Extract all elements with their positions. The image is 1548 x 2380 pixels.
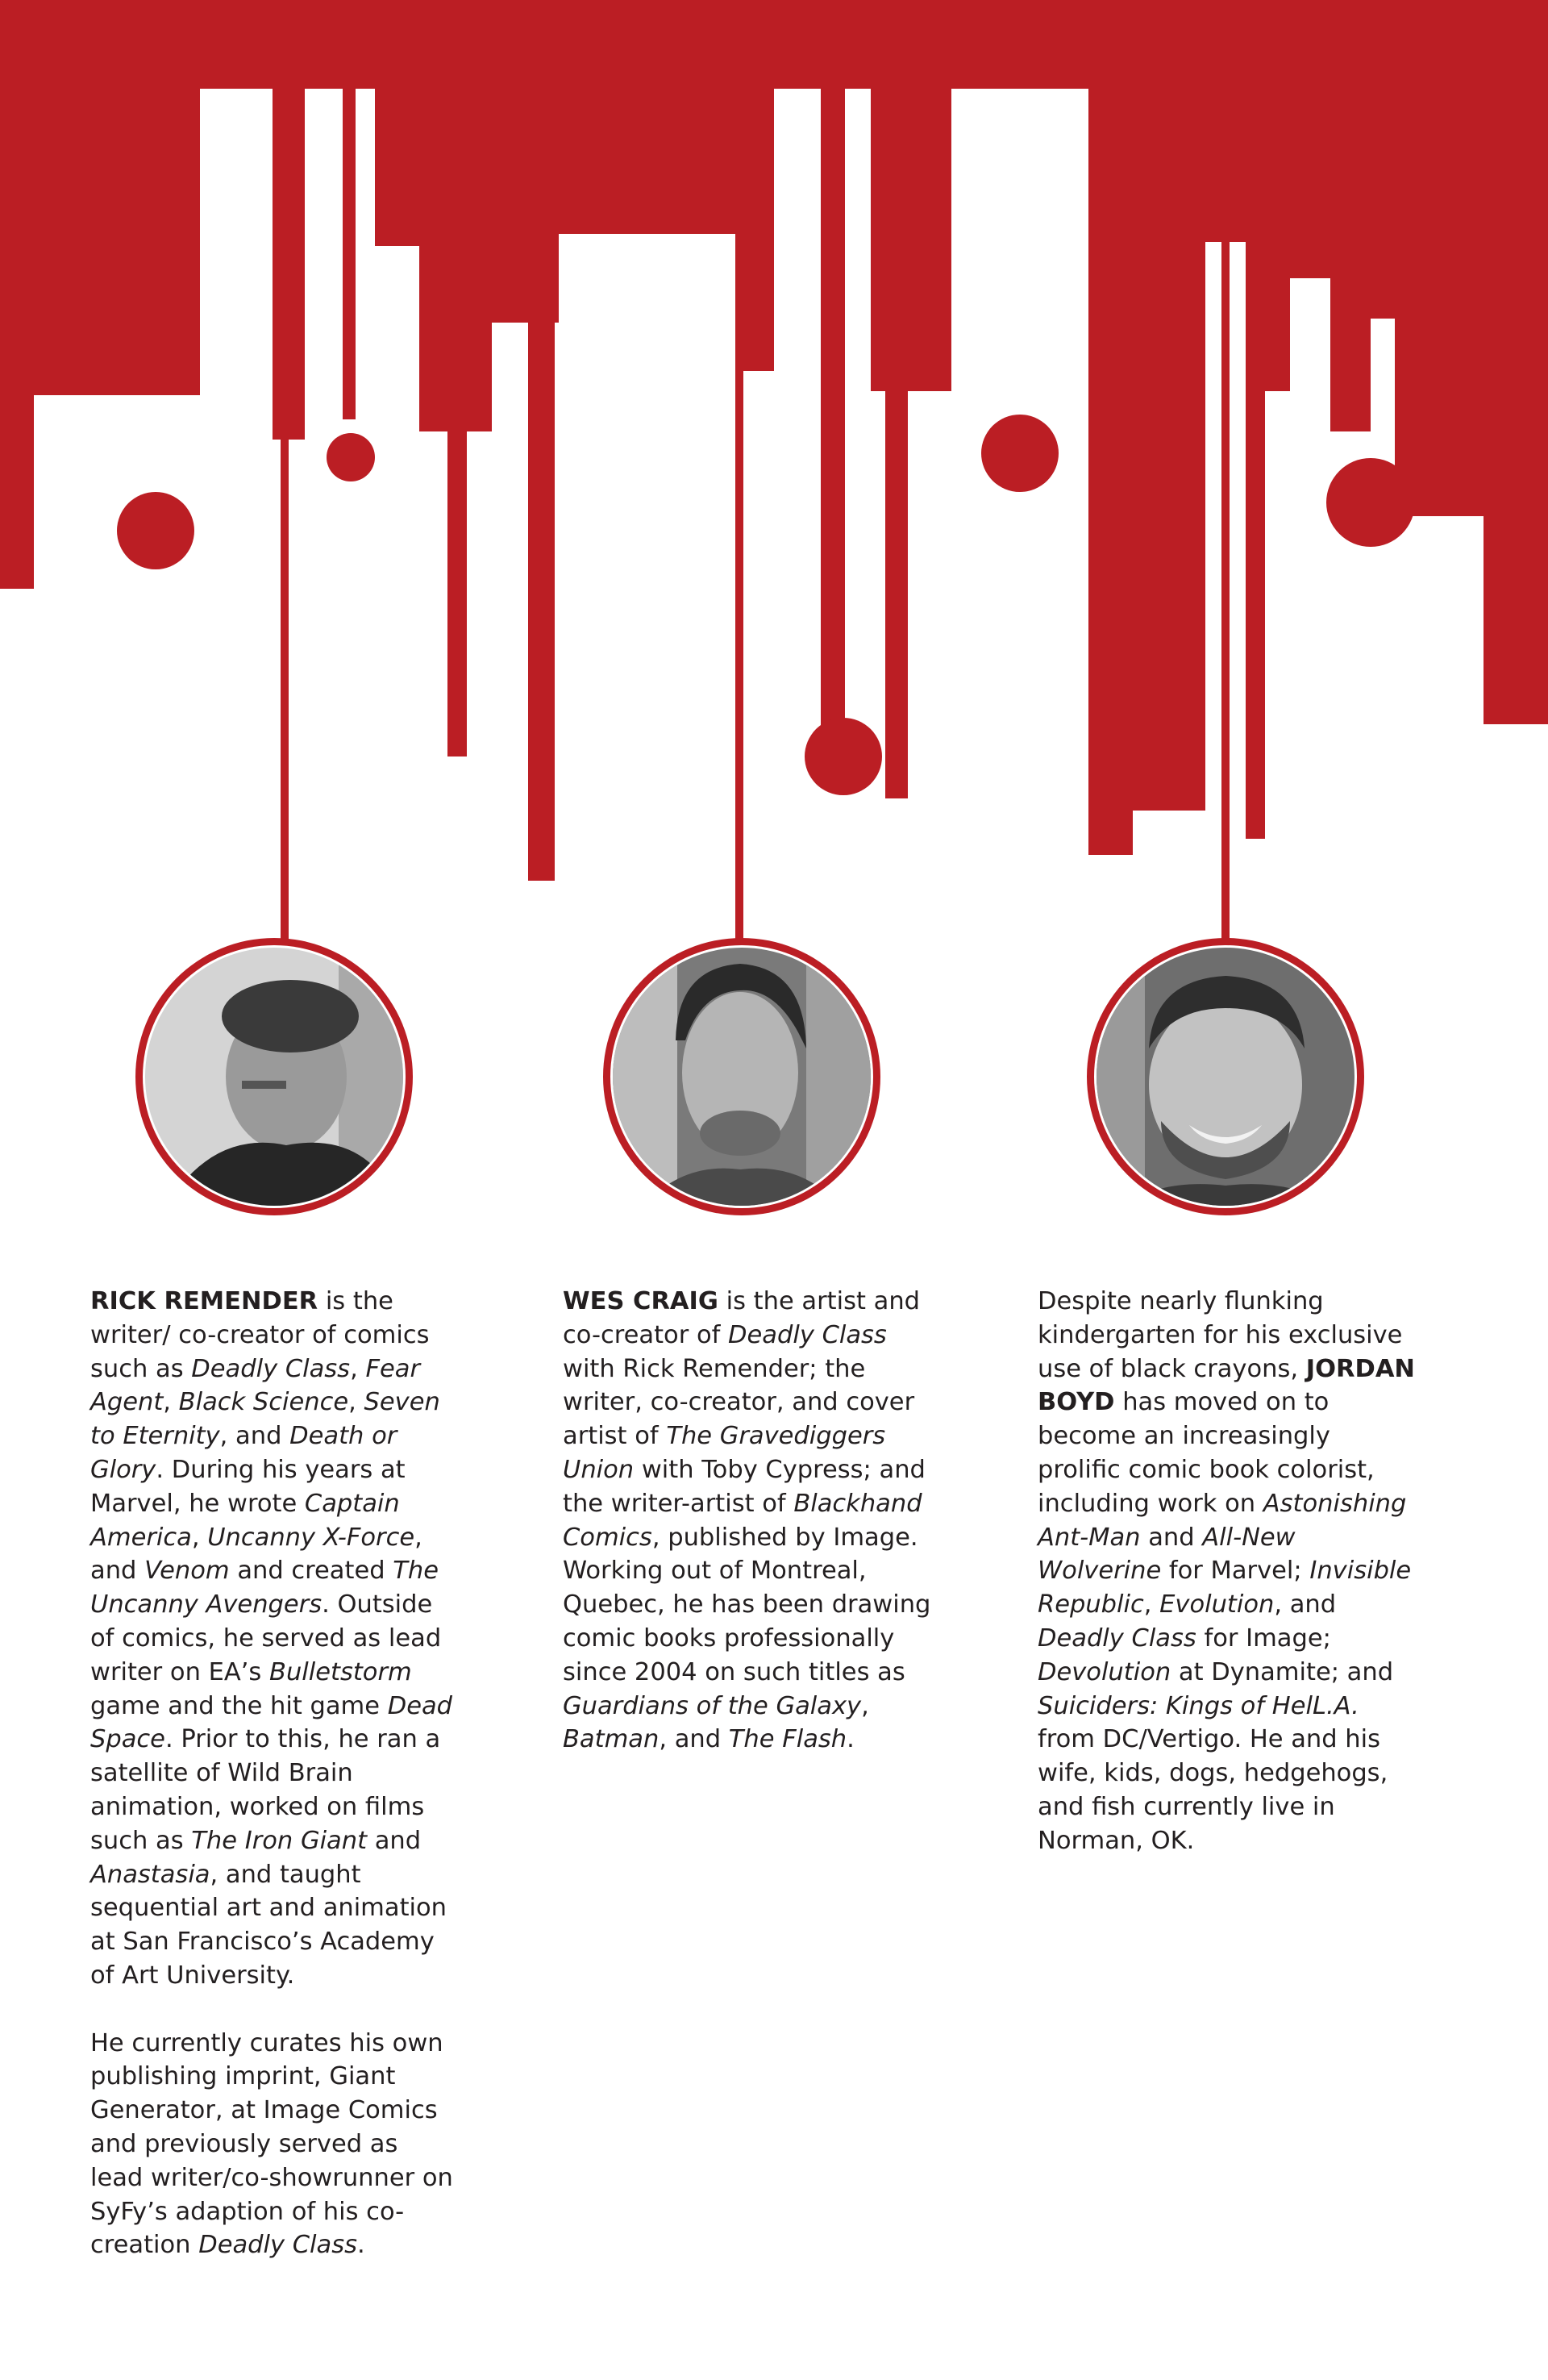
title-italic: Fear Agent: [90, 1354, 420, 1417]
bio-text: with Toby Cypress; and the writer-artist of: [563, 1455, 926, 1518]
bio-text: and: [367, 1826, 422, 1855]
title-italic: Deadly Class: [191, 1354, 351, 1383]
bio-text: .: [847, 1725, 855, 1754]
creator-name: RICK REMENDER: [90, 1287, 318, 1315]
bio-text: ,: [1143, 1590, 1160, 1619]
creator-name: WES CRAIG: [563, 1287, 718, 1315]
title-italic: Batman: [563, 1725, 660, 1754]
bio-text: has moved on to become an increasingly prolific comic book colorist, including work on: [1038, 1388, 1375, 1518]
title-italic: All-New Wolverine: [1038, 1523, 1296, 1586]
bio-text: He currently curates his own publishing imprint, Giant Generator, at Image Comics and previously served as lead writer/co-showrunner on SyFy’s adaption of his co-creation: [90, 2028, 453, 2260]
bio-text: is the writer/ co-creator of comics such as: [90, 1287, 430, 1383]
title-italic: Seven to Eternity: [90, 1388, 440, 1451]
title-italic: Uncanny X-Force: [207, 1523, 415, 1552]
red-drip-skyline: [0, 0, 1548, 948]
bio-paragraph: [90, 1285, 453, 1993]
bio-text: , and: [219, 1422, 290, 1451]
title-italic: Black Science: [178, 1388, 349, 1417]
title-italic: The Uncanny Avengers: [90, 1557, 439, 1619]
title-italic: Astonishing Ant-Man: [1038, 1489, 1407, 1552]
bio-text: for Marvel;: [1161, 1557, 1310, 1586]
bio-text: from DC/Vertigo. He and his wife, kids, dogs, hedgehogs, and fish currently live in Norman, OK.: [1038, 1725, 1388, 1855]
title-italic: Evolution: [1159, 1590, 1275, 1619]
bio-text: , and: [1274, 1590, 1337, 1619]
bio-text: at Dynamite; and: [1171, 1657, 1394, 1686]
bio-paragraph: [1038, 1285, 1417, 1858]
rick-remender-bio: [90, 1285, 453, 2262]
title-italic: The Gravediggers Union: [563, 1422, 886, 1484]
bio-paragraph: [90, 2027, 453, 2263]
title-italic: Death or Glory: [90, 1422, 397, 1484]
jordan-boyd-portrait: [1087, 938, 1364, 1215]
bio-text: for Image;: [1196, 1623, 1331, 1653]
creator-name: JORDAN BOYD: [1038, 1354, 1415, 1417]
bio-text: ,: [861, 1691, 869, 1720]
title-italic: Blackhand Comics: [563, 1489, 922, 1552]
title-italic: Devolution: [1038, 1657, 1171, 1686]
bio-text: . Outside of comics, he served as lead writer on EA’s: [90, 1590, 442, 1686]
bio-text: with Rick Remender; the writer, co-creator, and cover artist of: [563, 1354, 915, 1451]
title-italic: Deadly Class: [198, 2231, 357, 2260]
title-italic: Anastasia: [90, 1860, 210, 1889]
bio-text: .: [356, 2231, 365, 2260]
title-italic: Suiciders: Kings of HelL.A.: [1038, 1691, 1359, 1720]
title-italic: Invisible Republic: [1038, 1557, 1412, 1619]
wes-craig-bio: [563, 1285, 942, 1757]
bio-paragraph: [563, 1285, 942, 1757]
bio-text: . During his years at Marvel, he wrote: [90, 1455, 406, 1518]
bio-text: , and: [90, 1523, 422, 1586]
bio-text: game and the hit game: [90, 1691, 388, 1720]
title-italic: Guardians of the Galaxy: [563, 1691, 862, 1720]
bio-text: . Prior to this, he ran a satellite of Wild Brain animation, worked on films such as: [90, 1725, 441, 1855]
bio-text: is the artist and co-creator of: [563, 1287, 921, 1349]
jordan-boyd-bio: [1038, 1285, 1417, 1858]
bio-text: , and: [659, 1725, 729, 1754]
bio-text: Despite nearly flunking kindergarten for his exclusive use of black crayons,: [1038, 1287, 1403, 1383]
title-italic: Deadly Class: [1038, 1623, 1196, 1653]
bio-text: ,: [163, 1388, 179, 1417]
title-italic: Deadly Class: [728, 1320, 887, 1349]
bio-text: and created: [229, 1557, 393, 1586]
title-italic: Bulletstorm: [269, 1657, 412, 1686]
title-italic: The Iron Giant: [191, 1826, 368, 1855]
rick-remender-portrait: [135, 938, 413, 1215]
bio-text: and: [1140, 1523, 1203, 1552]
title-italic: Dead Space: [90, 1691, 453, 1754]
title-italic: The Flash: [728, 1725, 847, 1754]
title-italic: Captain America: [90, 1489, 400, 1552]
bio-text: ,: [191, 1523, 208, 1552]
bio-text: , published by Image. Working out of Montreal, Quebec, he has been drawing comic books professionally since 2004 on such titles as: [563, 1523, 931, 1686]
wes-craig-portrait: [603, 938, 880, 1215]
bio-text: ,: [348, 1388, 364, 1417]
title-italic: Venom: [144, 1557, 230, 1586]
bio-text: ,: [350, 1354, 366, 1383]
bio-text: , and taught sequential art and animation at San Francisco’s Academy of Art University.: [90, 1860, 447, 1990]
